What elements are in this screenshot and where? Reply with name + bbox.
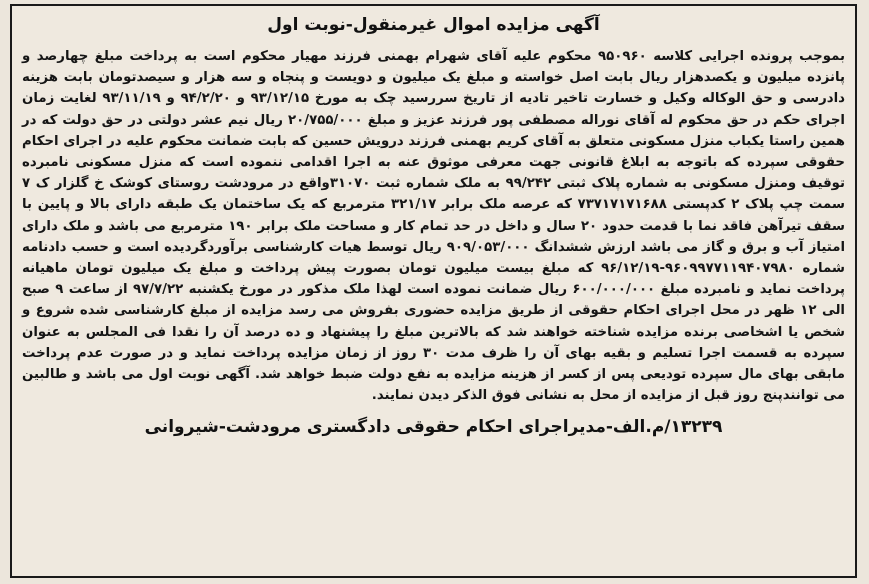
auction-notice (10, 4, 857, 578)
notice-body: بموجب پرونده اجرایی کلاسه ۹۵۰۹۶۰ محکوم علیه آقای شهرام بهمنی فرزند مهیار محکوم است به پرداخت مبلغ چهارصد و پانزده میلیون و یکصدهزار ریال بابت اصل خواسته و مبلغ یک میلیون و دویست و پنجاه و سه هزار و سیصدتومان بابت هزینه دادرسی و حق الوکاله وکیل و خسارت تاخیر تادیه از تاریخ سررسید چک به مورخ ۹۳/۱۲/۱۵ و ۹۴/۲/۲۰ و ۹۳/۱۱/۱۹ لغایت زمان اجرای حکم در حق محکوم له آقای نوراله مصطفی پور فرزند عزیز و مبلغ ۲۰/۷۵۵/۰۰۰ ریال نیم عشر دولتی در حق دولت که در همین راستا یکباب منزل مسکونی متعلق به آقای کریم بهمنی فرزند درویش حسین که بابت ضمانت محکوم علیه در اجرای احکام حقوقی سپرده که باتوجه به ابلاغ قانونی جهت معرفی موثوق عنه به اجرا اقدامی ننموده است که منزل مسکونی نامبرده توقیف ومنزل مسکونی به شماره پلاک ثبتی ۹۹/۲۴۲ به ملک شماره ثبت ۳۱۰۷۰واقع در مرودشت روستای کوشک خ گلزار ک ۷ سمت چپ پلاک ۲ کدپستی ۷۳۷۱۷۱۷۱۶۸۸ که عرصه ملک برابر ۳۲۱/۱۷ مترمربع که یک ساختمان یک طبقه دارای بالا و پایین با سقف تیرآهن فاقد نما با قدمت حدود ۲۰ سال و داخل در حد تمام کار و مساحت ملک برابر ۱۹۰ مترمربع می باشد و ملک دارای امتیاز آب و برق و گاز می باشد ارزش ششدانگ ۹۰۹/۰۵۳/۰۰۰ ریال توسط هیات کارشناسی برآوردگردیده است و حسب دادنامه شماره ۹۶۰۹۹۷۷۱۱۹۴۰۷۹۸۰-۹۶/۱۲/۱۹ که مبلغ بیست میلیون تومان بصورت پیش پرداخت و مبلغ یک میلیون تومان ماهیانه پرداخت نماید و نامبرده مبلغ ۶۰۰/۰۰۰/۰۰۰ ریال ضمانت نموده است لهذا ملک مذکور در مورخ یکشنبه ۹۷/۷/۲۲ از ساعت ۹ صبح الی ۱۲ ظهر در محل اجرای احکام حقوقی از طریق مزایده حضوری بفروش می رسد مزایده از مبلغ کارشناسی شده شروع و شخص یا اشخاصی برنده مزایده شناخته خواهند شد که بالاترین مبلغ را پیشنهاد و ده درصد آن را نقدا فی المجلس به عنوان سپرده به قسمت اجرا تسلیم و بقیه بهای آن را ظرف مدت ۳۰ روز از زمان مزایده پرداخت نماید و در صورت عدم پرداخت مابقی بهای مال سپرده تودیعی پس از کسر از هزینه مزایده به نفع دولت ضبط خواهد شد. آگهی نوبت اول می باشد و طالبین می توانندپنج روز قبل از مزایده از محل به نشانی فوق الذکر دیدن نمایند. (22, 49, 846, 404)
notice-signature: ۱۳۲۳۹/م.الف-مدیراجرای احکام حقوقی دادگستری مرودشت-شیروانی (144, 417, 723, 438)
notice-title: آگهی مزایده اموال غیرمنقول-نوبت اول (267, 15, 600, 35)
